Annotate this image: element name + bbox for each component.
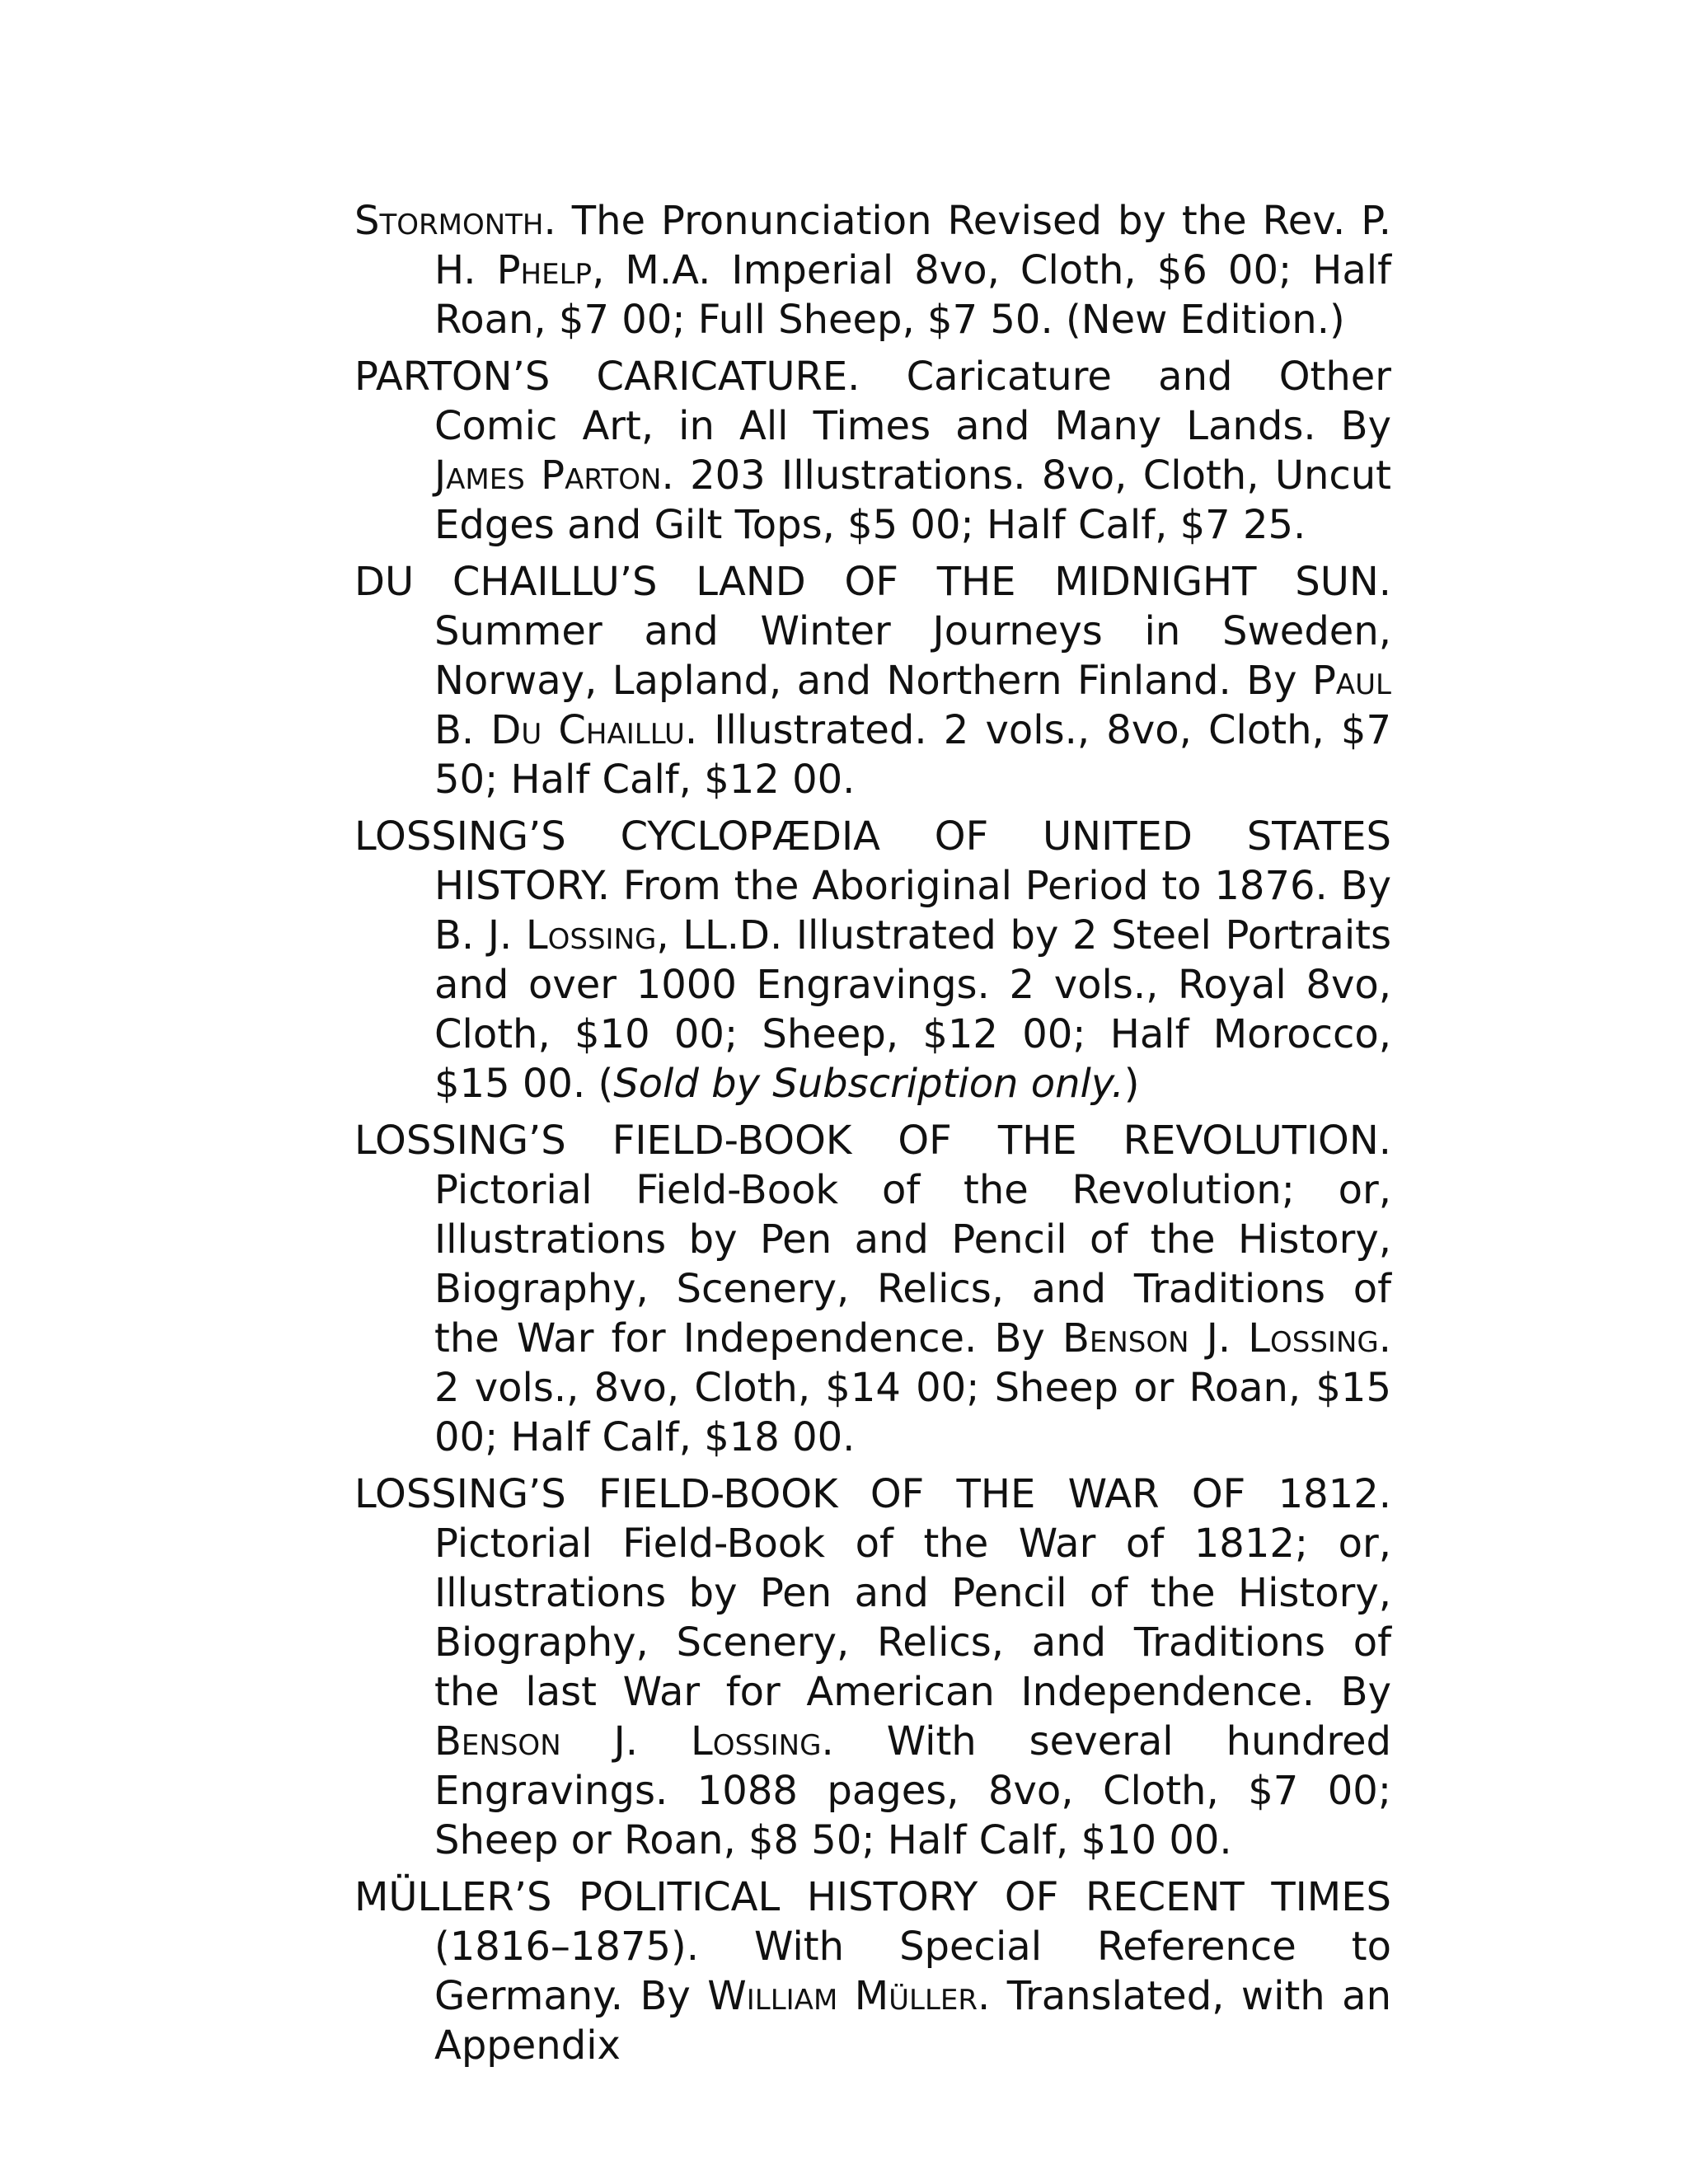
entry-text: MÜLLER’S POLITICAL HISTORY OF RECENT TIMES (1816–1875). With Special Reference to Germany. By: [354, 1874, 1391, 2019]
entry-text: LOSSING’S FIELD-BOOK OF THE REVOLUTION. Pictorial Field-Book of the Revolution; or, Illustrations by Pen and Pencil of the History, Biography, Scenery, Relics, and Traditions of the War for Independence. By: [354, 1118, 1391, 1361]
entry-text: . With several hundred Engravings. 1088 pages, 8vo, Cloth, $7 00; Sheep or Roan, $8 50; Half Calf, $10 00.: [434, 1718, 1391, 1863]
entry-text: . Illustrated. 2 vols., 8vo, Cloth, $7 50; Half Calf, $12 00.: [434, 707, 1391, 803]
entry-text: J.: [1189, 1315, 1249, 1361]
author-name: Phelp: [496, 247, 593, 293]
entry-text: , LL.D. Illustrated by 2 Steel Portraits and over 1000 Engravings. 2 vols., Royal 8vo, Cloth, $10 00; Sheep, $12 00; Half Morocco, $15 00. (: [434, 912, 1391, 1107]
entry-text: PARTON’S CARICATURE. Caricature and Other Comic Art, in All Times and Many Lands. By: [354, 354, 1391, 449]
author-name: James Parton: [434, 452, 662, 499]
author-name: Paul B. Du Chaillu: [434, 658, 1391, 753]
catalog-entry-muller-political-history: [354, 1872, 1391, 2070]
entry-text: . 2 vols., 8vo, Cloth, $14 00; Sheep or Roan, $15 00; Half Calf, $18 00.: [434, 1315, 1391, 1460]
catalog-entry-lossing-war-1812: [354, 1469, 1391, 1865]
entry-text: . The Pronunciation Revised by the Rev. P. H.: [434, 198, 1391, 293]
author-name: Stormonth: [354, 198, 544, 244]
author-name: Benson: [434, 1718, 561, 1765]
entry-text: , M.A. Imperial 8vo, Cloth, $6 00; Half Roan, $7 00; Full Sheep, $7 50. (New Edition.): [434, 247, 1392, 343]
catalog-page: [354, 196, 1391, 2078]
entry-text: J.: [560, 1718, 691, 1765]
author-name: Lossing: [525, 912, 657, 958]
catalog-entry-stormonth: [354, 196, 1391, 344]
author-name: Lossing: [690, 1718, 822, 1765]
catalog-entry-du-chaillu-midnight-sun: [354, 557, 1391, 804]
catalog-entry-lossing-revolution: [354, 1116, 1391, 1462]
catalog-entry-parton-caricature: [354, 352, 1391, 550]
entry-text: ): [1123, 1061, 1140, 1107]
author-name: Lossing: [1248, 1315, 1379, 1361]
entry-text: . Translated, with an Appendix: [434, 1973, 1392, 2069]
author-name: Benson: [1062, 1315, 1189, 1361]
entry-text: LOSSING’S FIELD-BOOK OF THE WAR OF 1812. Pictorial Field-Book of the War of 1812; or, Illustrations by Pen and Pencil of the History, Biography, Scenery, Relics, and Traditions of the last War for American Independence. By: [354, 1471, 1391, 1715]
entry-text: LOSSING’S CYCLOPÆDIA OF UNITED STATES HISTORY. From the Aboriginal Period to 1876. By B. J.: [354, 813, 1391, 958]
italic-note: Sold by Subscription only.: [613, 1061, 1124, 1107]
entry-text: . 203 Illustrations. 8vo, Cloth, Uncut Edges and Gilt Tops, $5 00; Half Calf, $7 25.: [434, 452, 1392, 548]
entry-text: DU CHAILLU’S LAND OF THE MIDNIGHT SUN. Summer and Winter Journeys in Sweden, Norway, Lapland, and Northern Finland. By: [354, 559, 1391, 704]
catalog-entry-lossing-cyclopaedia: [354, 812, 1391, 1108]
author-name: William Müller: [707, 1973, 978, 2019]
